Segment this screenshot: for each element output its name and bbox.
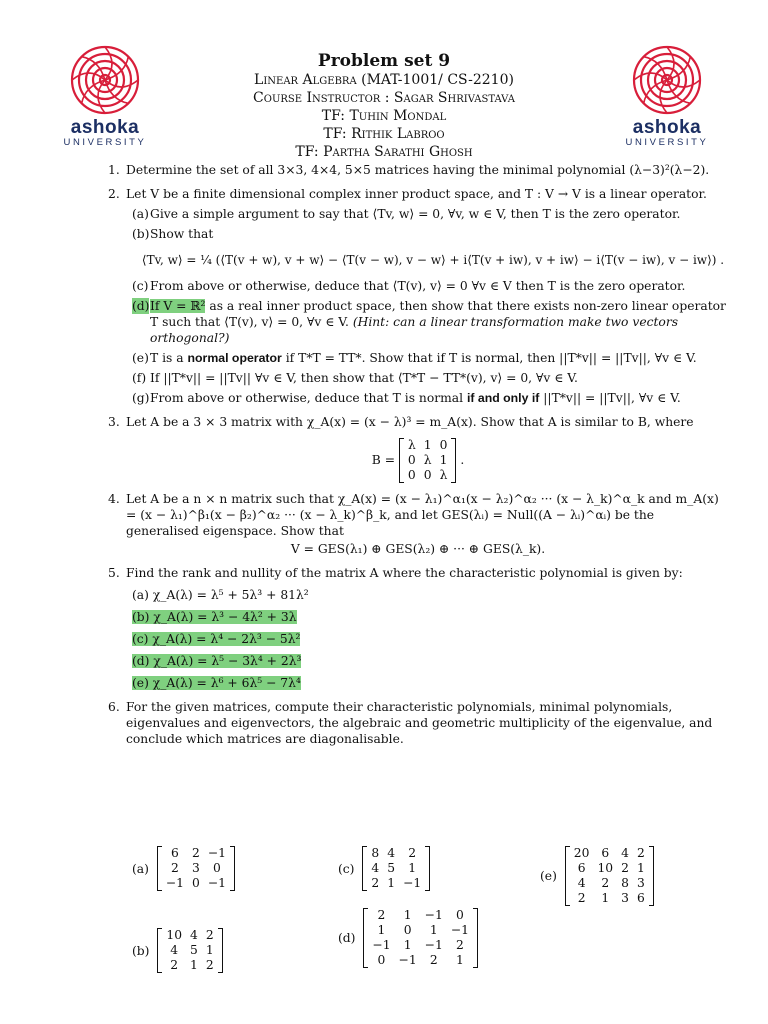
teaching-fellow-3: TF: Partha Sarathi Ghosh (295, 144, 473, 160)
teaching-fellow-1: TF: Tuhin Mondal (321, 108, 447, 124)
polynomial-text: χ_A(λ) = λ⁴ − 2λ³ − 5λ² (152, 632, 301, 646)
bracket-corner (158, 890, 162, 891)
matrix-entry: 2 (205, 958, 214, 972)
matrix-B (399, 438, 456, 483)
matrix-entry: 2 (171, 861, 179, 875)
course-instructor: Course Instructor : Sagar Shrivastava (253, 90, 515, 106)
matrix-entry: 4 (621, 846, 629, 860)
highlighted-text: If V = ℝ² (150, 299, 206, 313)
polynomial-item (126, 587, 728, 603)
matrix-row (404, 468, 451, 483)
subpart-label: (a) (132, 207, 149, 221)
matrix-entry: −1 (403, 876, 422, 890)
matrix-entry: −1 (165, 876, 184, 890)
subpart-text: Give a simple argument to say that ⟨Tv, w⟩ = 0, ∀v, w ∈ V, then T is the zero operator. (150, 207, 681, 221)
matrix-row (368, 908, 473, 923)
matrix-entry: 2 (601, 876, 610, 890)
subpart-text: if T*T = TT*. Show that if T is normal, then ||T*v|| = ||Tv||, ∀v ∈ V. (281, 351, 697, 365)
matrix-entry: −1 (450, 923, 469, 937)
subpart-label: (c) (132, 632, 153, 646)
problem-text: Find the rank and nullity of the matrix A where the characteristic polynomial is given by: (126, 566, 683, 580)
bracket-corner (230, 890, 234, 891)
subpart-label: (e) (132, 676, 153, 690)
matrix-row (570, 861, 649, 876)
matrix-row (162, 846, 230, 861)
bracket-corner (566, 846, 570, 847)
page-title: Problem set 9 (317, 51, 451, 71)
matrix-label: (d) (338, 931, 356, 945)
bracket-corner (363, 890, 367, 891)
subpart-a (126, 206, 728, 222)
matrix-entry: 1 (377, 923, 386, 937)
matrix-block-b (132, 928, 223, 973)
matrix-lhs: B = (371, 453, 395, 467)
matrix-entry: 2 (577, 891, 586, 905)
subpart-label: (d) (132, 654, 154, 668)
matrix-entry: 1 (439, 453, 448, 467)
document-header (160, 52, 608, 161)
matrix-block-d (338, 908, 478, 968)
matrix-entry: 2 (636, 846, 645, 860)
matrix-entry: 2 (192, 846, 200, 860)
matrix-row (162, 928, 217, 943)
matrix-row (162, 958, 217, 973)
matrix-table (368, 908, 473, 968)
logo-university-text: UNIVERSITY (625, 137, 709, 148)
ashoka-logo-right (612, 44, 722, 149)
matrix-row (367, 861, 425, 876)
problem-4 (108, 491, 728, 557)
ashoka-logo-left (50, 44, 160, 149)
matrix-row (404, 453, 451, 468)
matrix-entry: 1 (403, 908, 412, 922)
bracket-corner (566, 905, 570, 906)
matrix-entry: 0 (403, 923, 412, 937)
matrix-entry: 1 (601, 891, 610, 905)
bracket-corner (400, 438, 404, 439)
polynomial-item (126, 609, 728, 625)
matrix-b (157, 928, 222, 973)
matrix-entry: 4 (577, 876, 586, 890)
matrix-entry: −1 (424, 908, 443, 922)
matrix-block-e (540, 846, 654, 906)
polynomial-text: χ_A(λ) = λ⁵ − 3λ⁴ + 2λ³ (153, 654, 302, 668)
matrix-entry: 6 (601, 846, 610, 860)
matrix-row (570, 846, 649, 861)
matrix-entry: 6 (171, 846, 179, 860)
matrix-row (404, 438, 451, 453)
problem-2 (108, 186, 728, 406)
bracket-corner (230, 846, 234, 847)
subpart-label: (a) (132, 588, 153, 602)
bracket-corner (400, 482, 404, 483)
polynomial-item (126, 631, 728, 647)
polynomial-item (126, 675, 728, 691)
logo-brand-text: ashoka (70, 117, 140, 138)
polynomial-text: χ_A(λ) = λ⁵ + 5λ³ + 81λ² (152, 588, 309, 602)
matrix-label: (a) (132, 861, 149, 876)
matrix-label: (c) (338, 861, 355, 876)
matrix-entry: −1 (398, 953, 417, 967)
problem-number: 6. (108, 700, 120, 714)
matrix-row (570, 876, 649, 891)
course-name: Linear Algebra (MAT-1001/ CS-2210) (254, 72, 514, 88)
matrix-entry: −1 (372, 938, 391, 952)
problem-list (108, 162, 728, 755)
matrix-entry: 0 (377, 953, 386, 967)
matrix-table (162, 846, 230, 891)
matrix-B-display (108, 438, 728, 483)
bracket-corner (364, 967, 368, 968)
logo-brand-text: ashoka (632, 117, 702, 138)
matrix-row (162, 861, 230, 876)
matrix-entry: λ (407, 438, 416, 452)
problem-number: 1. (108, 163, 120, 177)
matrix-entry: 0 (407, 468, 416, 482)
matrix-entry: 2 (377, 908, 386, 922)
teaching-fellow-2: TF: Rithik Labroo (323, 126, 445, 142)
ashoka-emblem-icon (631, 44, 703, 116)
matrix-table (404, 438, 451, 483)
matrix-entry: −1 (424, 938, 443, 952)
subpart-text: as a real inner product space, then show that there exists non-zero linear operator T such that ⟨T(v), v⟩ = 0, ∀v ∈ V. (150, 299, 726, 329)
subpart-label: (b) (132, 227, 150, 241)
direct-sum-display: V = GES(λ₁) ⊕ GES(λ₂) ⊕ ··· ⊕ GES(λ_k). (290, 542, 546, 556)
logo-university-text: UNIVERSITY (63, 137, 147, 148)
matrix-entry: 6 (577, 861, 586, 875)
matrix-entry: 3 (636, 876, 645, 890)
ashoka-emblem-icon (69, 44, 141, 116)
polynomial-text: χ_A(λ) = λ³ − 4λ² + 3λ (153, 610, 297, 624)
matrix-tail: . (460, 453, 465, 467)
matrix-entry: 3 (192, 861, 200, 875)
matrix-row (162, 876, 230, 891)
matrix-entry: 4 (371, 861, 380, 875)
matrix-c (362, 846, 430, 891)
matrix-row (368, 923, 473, 938)
matrix-entry: 0 (192, 876, 200, 890)
matrix-entry: 1 (636, 861, 645, 875)
matrix-block-a (132, 846, 235, 891)
matrix-row (367, 876, 425, 891)
matrix-entry: 2 (170, 958, 179, 972)
matrix-table (162, 928, 217, 973)
matrix-label: (e) (540, 869, 557, 883)
matrix-row (162, 943, 217, 958)
bracket-corner (473, 908, 477, 909)
polynomial-list (108, 587, 728, 691)
problem-text: Determine the set of all 3×3, 4×4, 5×5 matrices having the minimal polynomial (λ−3)²(λ−2). (126, 163, 710, 177)
bracket-corner (649, 846, 653, 847)
matrix-entry: 5 (387, 861, 396, 875)
subpart-e (126, 350, 728, 366)
bracket-corner (649, 905, 653, 906)
problem-number: 5. (108, 566, 120, 580)
matrix-entry: 1 (387, 876, 396, 890)
matrix-entry: 6 (636, 891, 645, 905)
polynomial-text: χ_A(λ) = λ⁶ + 6λ⁵ − 7λ⁴ (152, 676, 301, 690)
problem-text: Let A be a n × n matrix such that χ_A(x) = (x − λ₁)^α₁(x − λ₂)^α₂ ··· (x − λ_k)^α_k and m_A(x) = (x − λ₁)^β₁(x − β₂)^α₂ ··· (x − λ_k)^β_k, and let GES(λᵢ) = Null((A − λᵢ)^αᵢ) be the generalised eigenspace. Show that (126, 492, 719, 538)
subpart-text: Show that (150, 227, 214, 241)
subpart-g (126, 390, 728, 406)
subpart-text: ||T*v|| = ||Tv||, ∀v ∈ V. (539, 391, 681, 405)
problem-number: 3. (108, 415, 120, 429)
subpart-text: T is a (150, 351, 188, 365)
problem-text: Let V be a finite dimensional complex inner product space, and T : V → V is a linear operator. (126, 187, 707, 201)
bracket-corner (473, 967, 477, 968)
polarization-identity: ⟨Tv, w⟩ = ¼ (⟨T(v + w), v + w⟩ − ⟨T(v − w), v − w⟩ + i⟨T(v + iw), v + iw⟩ − i⟨T(v − iw), v − iw⟩) . (141, 253, 725, 267)
problem-5 (108, 565, 728, 691)
matrix-entry: 0 (407, 453, 416, 467)
hint-text: (Hint: can a linear transformation make two vectors orthogonal?) (150, 315, 679, 345)
matrix-entry: 0 (439, 438, 448, 452)
matrix-entry: 4 (387, 846, 396, 860)
bracket-corner (363, 846, 367, 847)
problem-number: 2. (108, 187, 120, 201)
matrix-e (565, 846, 654, 906)
matrix-entry: 2 (408, 846, 417, 860)
subpart-text: From above or otherwise, deduce that T is normal (150, 391, 467, 405)
matrix-row (368, 953, 473, 968)
matrix-entry: 2 (429, 953, 438, 967)
bracket-corner (425, 846, 429, 847)
matrix-label: (b) (132, 943, 150, 958)
subpart-label: (c) (132, 279, 149, 293)
matrix-entry: λ (423, 453, 432, 467)
bracket-corner (218, 928, 222, 929)
problem-6 (108, 699, 728, 747)
subpart-text: If ||T*v|| = ||Tv|| ∀v ∈ V, then show that ⟨T*T − TT*(v), v⟩ = 0, ∀v ∈ V. (150, 371, 578, 385)
matrix-entry: 1 (429, 923, 438, 937)
bracket-corner (218, 972, 222, 973)
matrix-entry: 0 (423, 468, 432, 482)
matrix-entry: 1 (423, 438, 432, 452)
bracket-corner (158, 928, 162, 929)
bracket-corner (451, 438, 455, 439)
matrix-entry: 1 (455, 953, 464, 967)
bracket-corner (158, 846, 162, 847)
bracket-corner (158, 972, 162, 973)
bold-term: if and only if (466, 391, 540, 405)
bracket-corner (451, 482, 455, 483)
subpart-label: (f) (132, 371, 147, 385)
matrix-entry: 1 (190, 958, 198, 972)
matrix-entry: 0 (455, 908, 464, 922)
matrix-entry: 5 (190, 943, 198, 957)
matrix-entry: 20 (573, 846, 590, 860)
matrix-entry: 10 (597, 861, 614, 875)
matrix-row (367, 846, 425, 861)
bracket-corner (425, 890, 429, 891)
matrix-entry: 2 (205, 928, 214, 942)
matrix-entry: 0 (212, 861, 221, 875)
matrix-table (570, 846, 649, 906)
subpart-c (126, 278, 728, 294)
matrix-entry: 8 (621, 876, 629, 890)
problem-text: For the given matrices, compute their characteristic polynomials, minimal polynomials, eigenvalues and eigenvectors, the algebraic and geometric multiplicity of the eigenvalue, and conclude which matrices are diagonalisable. (126, 700, 713, 746)
matrix-entry: −1 (207, 876, 226, 890)
matrix-entry: 1 (403, 938, 412, 952)
matrix-block-c (338, 846, 430, 891)
subpart-f (126, 370, 728, 386)
subpart-label: (e) (132, 351, 149, 365)
problem-text: Let A be a 3 × 3 matrix with χ_A(x) = (x − λ)³ = m_A(x). Show that A is similar to B, where (126, 415, 694, 429)
subpart-label: (b) (132, 610, 154, 624)
problem-number: 4. (108, 492, 120, 506)
polynomial-item (126, 653, 728, 669)
matrix-entry: 1 (408, 861, 417, 875)
problem-3 (108, 414, 728, 483)
matrix-entry: 4 (190, 928, 198, 942)
matrix-d (363, 908, 478, 968)
matrix-row (368, 938, 473, 953)
matrix-entry: 3 (621, 891, 629, 905)
matrix-a (157, 846, 235, 891)
problem-1 (108, 162, 728, 178)
bracket-corner (364, 908, 368, 909)
matrix-entry: −1 (207, 846, 226, 860)
matrix-row (570, 891, 649, 906)
subpart-label: (d) (132, 299, 150, 313)
bold-term: normal operator (187, 351, 282, 365)
matrix-entry: 10 (166, 928, 183, 942)
matrix-entry: 2 (621, 861, 629, 875)
matrix-entry: 2 (371, 876, 380, 890)
subpart-text: From above or otherwise, deduce that ⟨T(v), v⟩ = 0 ∀v ∈ V then T is the zero operator. (150, 279, 686, 293)
matrix-table (367, 846, 425, 891)
matrix-entry: 2 (455, 938, 464, 952)
matrix-entry: λ (439, 468, 448, 482)
matrix-entry: 1 (205, 943, 214, 957)
subpart-d (126, 298, 728, 346)
subpart-label: (g) (132, 391, 150, 405)
matrix-entry: 8 (371, 846, 380, 860)
subpart-b (126, 226, 728, 242)
matrix-entry: 4 (170, 943, 179, 957)
